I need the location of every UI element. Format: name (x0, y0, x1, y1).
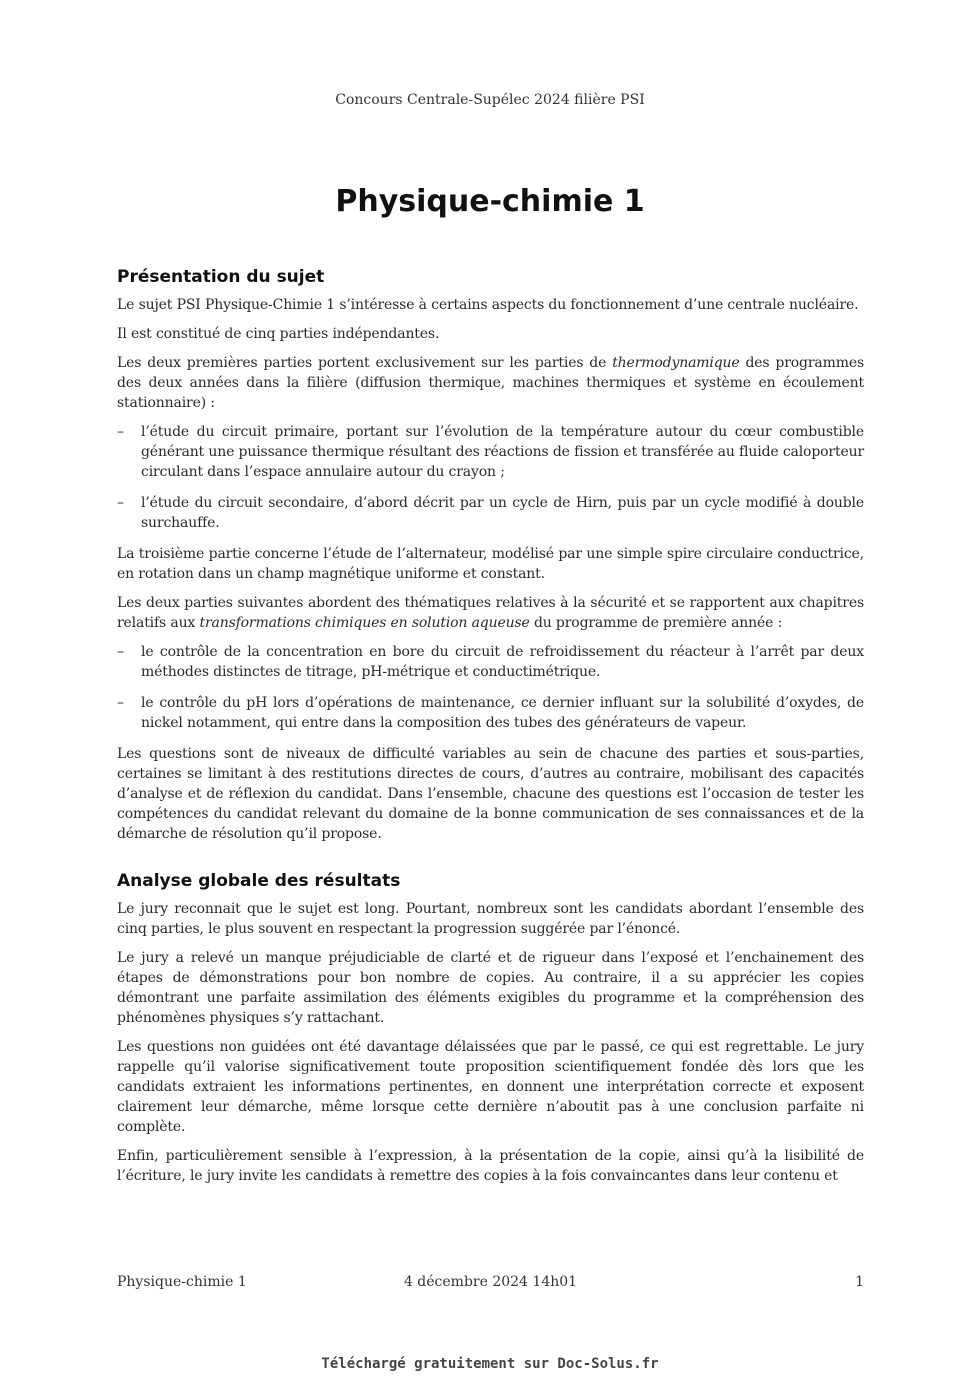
paragraph: Il est constitué de cinq parties indépendantes. (117, 326, 440, 342)
emphasis-text: thermodynamique (612, 355, 740, 371)
bullet-list (117, 642, 864, 733)
dash-bullet: – (117, 644, 124, 660)
paragraph: Le sujet PSI Physique-Chimie 1 s’intéresse à certains aspects du fonctionnement d’une centrale nucléaire. (117, 297, 859, 313)
text-run: Les deux premières parties portent exclusivement sur les parties de (117, 355, 613, 371)
page-content (117, 266, 864, 1195)
footer-date: 4 décembre 2024 14h01 (403, 1274, 578, 1290)
paragraph: Enfin, particulièrement sensible à l’expression, à la présentation de la copie, ainsi qu’à la lisibilité de l’écriture, le jury invite les candidats à remettre des copies à la fois convaincantes dans leur contenu et (117, 1148, 864, 1184)
text-run: du programme de première année : (529, 615, 783, 631)
section-heading-analyse: Analyse globale des résultats (117, 871, 401, 891)
paragraph: Les questions sont de niveaux de difficulté variables au sein de chacune des parties et sous-parties, certaines se limitant à des restitutions directes de cours, d’autres au contraire, mobilisant des capacités d’analyse et de réflexion du candidat. Dans l’ensemble, chacune des questions est l’occasion de tester les compétences du candidat relevant du domaine de la bonne communication de ses connaissances et de la démarche de résolution qu’il propose. (117, 746, 864, 842)
page-footer (117, 1274, 864, 1294)
list-item (117, 422, 864, 482)
page-title: Physique-chimie 1 (335, 184, 645, 219)
paragraph: Le jury a relevé un manque préjudiciable de clarté et de rigueur dans l’exposé et l’enchainement des étapes de démonstrations pour bon nombre de copies. Au contraire, il a su apprécier les copies démontrant une parfaite assimilation des éléments exigibles du programme et la compréhension des phénomènes physiques s’y rattachant. (117, 950, 864, 1026)
list-item (117, 642, 864, 682)
section-heading-presentation: Présentation du sujet (117, 267, 325, 287)
emphasis-text: transformations chimiques en solution aqueuse (199, 615, 530, 631)
list-item (117, 693, 864, 733)
list-item-text: le contrôle du pH lors d’opérations de maintenance, ce dernier influant sur la solubilité d’oxydes, de nickel notamment, qui entre dans la composition des tubes des générateurs de vapeur. (141, 695, 864, 731)
dash-bullet: – (117, 495, 124, 511)
paragraph: Le jury reconnait que le sujet est long. Pourtant, nombreux sont les candidats abordant l’ensemble des cinq parties, le plus souvent en respectant la progression suggérée par l’énoncé. (117, 901, 864, 937)
list-item-text: le contrôle de la concentration en bore du circuit de refroidissement du réacteur à l’arrêt par deux méthodes distinctes de titrage, pH-métrique et conductimétrique. (141, 644, 864, 680)
paragraph (117, 593, 864, 633)
text-run: Les deux parties suivantes abordent des thématiques relatives à la sécurité et se rapportent aux chapitres relatifs aux (117, 595, 864, 631)
dash-bullet: – (117, 424, 124, 440)
text-run: des programmes des deux années dans la filière (diffusion thermique, machines thermiques et système en écoulement stationnaire) : (117, 355, 864, 411)
page-number: 1 (855, 1274, 864, 1290)
list-item-text: l’étude du circuit primaire, portant sur l’évolution de la température autour du cœur combustible générant une puissance thermique résultant des réactions de fission et transférée au fluide caloporteur circulant dans l’espace annulaire autour du crayon ; (141, 424, 864, 480)
list-item (117, 493, 864, 533)
bullet-list (117, 422, 864, 533)
download-notice: Téléchargé gratuitement sur Doc-Solus.fr (321, 1356, 659, 1372)
page-header: Concours Centrale-Supélec 2024 filière PSI (335, 92, 645, 108)
paragraph (117, 353, 864, 413)
paragraph: La troisième partie concerne l’étude de l’alternateur, modélisé par une simple spire circulaire conductrice, en rotation dans un champ magnétique uniforme et constant. (117, 546, 864, 582)
paragraph: Les questions non guidées ont été davantage délaissées que par le passé, ce qui est regrettable. Le jury rappelle qu’il valorise significativement toute proposition scientifiquement fondée dès lors que les candidats extraient les informations pertinentes, en donnent une interprétation correcte et exposent clairement leur démarche, même lorsque cette dernière n’aboutit pas à une conclusion parfaite ni complète. (117, 1039, 864, 1135)
dash-bullet: – (117, 695, 124, 711)
list-item-text: l’étude du circuit secondaire, d’abord décrit par un cycle de Hirn, puis par un cycle modifié à double surchauffe. (141, 495, 864, 531)
footer-title: Physique-chimie 1 (117, 1274, 247, 1290)
